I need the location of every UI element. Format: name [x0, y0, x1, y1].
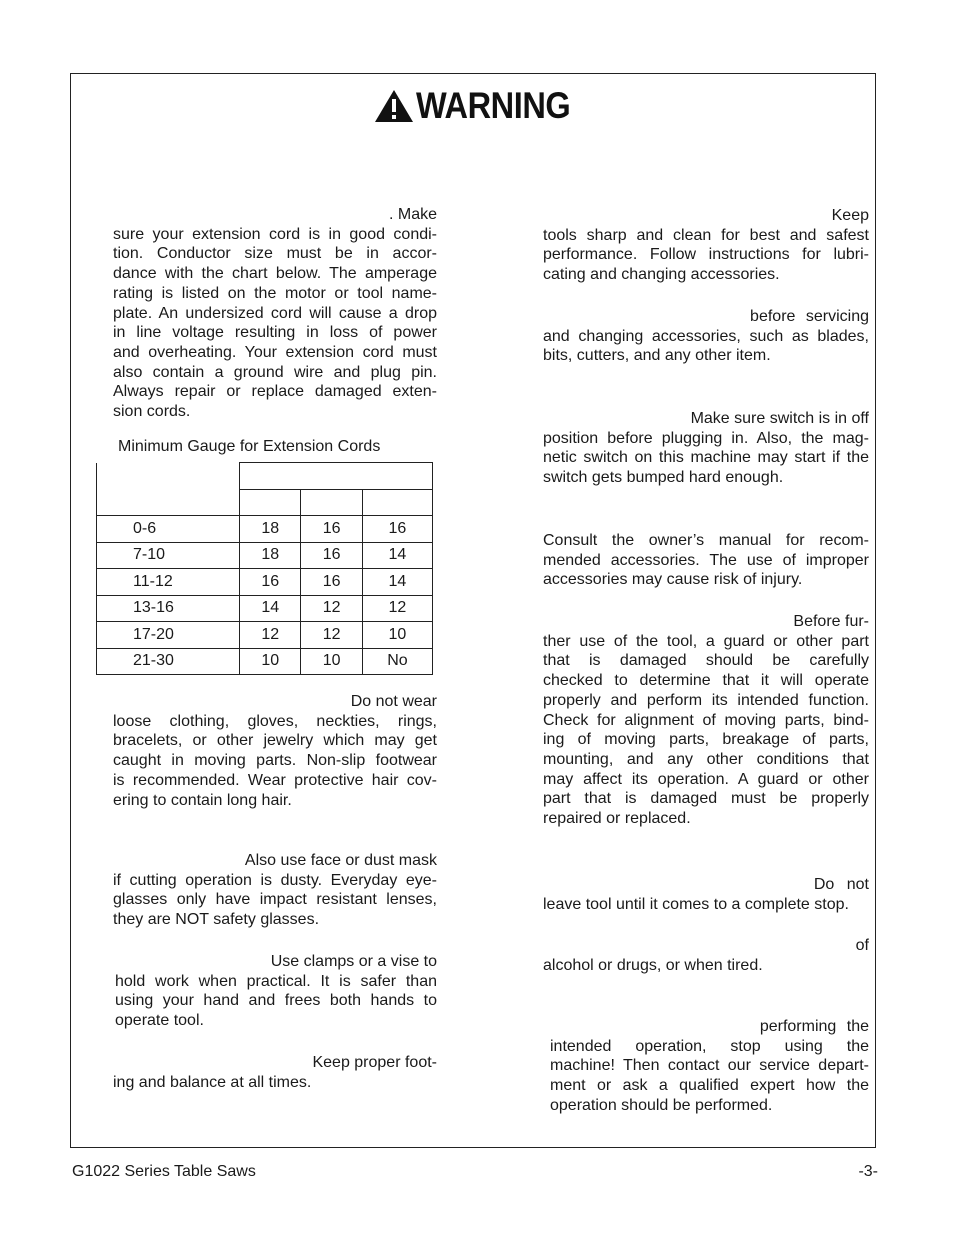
table-cell: 13-16 [97, 595, 240, 622]
text-line: Do not wear [350, 693, 437, 710]
text-line: netic switch on this machine may start if the [543, 449, 869, 467]
table-cell: 14 [362, 569, 432, 596]
text-line: part that is damaged must be properly [543, 790, 869, 808]
table-header-row [97, 489, 433, 516]
page-number: -3- [858, 1163, 878, 1180]
text-line: tion. Conductor size must be in accor- [113, 245, 437, 263]
text-line: intended operation, stop using the [550, 1037, 869, 1055]
text-line: ther use of the tool, a guard or other part [543, 632, 869, 650]
text-line: Also use face or dust mask [244, 852, 437, 869]
text-line: leave tool until it comes to a complete stop. [543, 895, 849, 913]
text-line: tools sharp and clean for best and safest [543, 226, 869, 244]
warning-title: WARNING [416, 85, 571, 126]
footing-paragraph [113, 1053, 437, 1092]
text-line: of [855, 937, 869, 954]
text-line: loose clothing, gloves, neckties, rings, [113, 712, 437, 730]
text-line: operate tool. [115, 1012, 204, 1030]
table-cell: 18 [240, 542, 301, 569]
table-header-cell [362, 489, 432, 516]
warning-triangle-icon [374, 89, 414, 123]
text-line: alcohol or drugs, or when tired. [543, 956, 763, 974]
text-line: Always repair or replace damaged exten- [113, 383, 437, 401]
table-cell: 14 [240, 595, 301, 622]
text-line: Before fur- [793, 613, 869, 630]
text-line: performing the [759, 1018, 869, 1035]
table-cell: 11-12 [97, 569, 240, 596]
text-line: Keep proper foot- [312, 1054, 437, 1071]
text-line: mounting, and any other conditions that [543, 750, 869, 768]
text-line: repaired or replaced. [543, 810, 691, 828]
text-line: that is damaged should be carefully [543, 652, 869, 670]
text-line: and overheating. Your extension cord must [113, 343, 437, 361]
text-line: mended accessories. The use of improper [543, 551, 869, 569]
text-line: accessories may cause risk of injury. [543, 571, 803, 589]
text-line: bracelets, or other jewelry which may get [113, 732, 437, 750]
table-cell: 12 [301, 595, 362, 622]
table-row [97, 622, 433, 649]
table-row [97, 569, 433, 596]
table-cell: 10 [240, 648, 301, 675]
text-line: performance. Follow instructions for lubri- [543, 246, 869, 264]
text-line: in line voltage resulting in loss of power [113, 324, 437, 342]
table-cell: 16 [362, 516, 432, 543]
text-line: also contain a ground wire and plug pin. [113, 363, 437, 381]
table-cell: 16 [301, 516, 362, 543]
text-line: they are NOT safety glasses. [113, 911, 320, 929]
text-line: ment or ask a qualified expert how the [550, 1077, 869, 1095]
table-cell: 10 [301, 648, 362, 675]
text-line: before servicing [750, 308, 869, 325]
table-header-cell [301, 489, 362, 516]
text-line: plate. An undersized cord will cause a drop [113, 304, 437, 322]
text-line: ing of moving parts, breakage of parts, [543, 731, 869, 749]
table-header-cell [240, 489, 301, 516]
text-line: Use clamps or a vise to [270, 953, 437, 970]
table-cell: 14 [362, 542, 432, 569]
table-cell: 16 [301, 542, 362, 569]
footer-title: G1022 Series Table Saws [72, 1163, 256, 1180]
text-line: ing and balance at all times. [113, 1073, 312, 1091]
table-cell: 16 [240, 569, 301, 596]
safety-glasses-paragraph [113, 851, 437, 930]
text-line: sion cords. [113, 403, 191, 421]
table-cell: 12 [301, 622, 362, 649]
table-header-cell [97, 489, 240, 516]
warning-header [374, 86, 591, 126]
table-row [97, 542, 433, 569]
text-line: Keep [831, 207, 869, 224]
text-line: hold work when practical. It is safer than [115, 972, 437, 990]
table-cell: 7-10 [97, 542, 240, 569]
text-line: checked to determine that it will operate [543, 672, 869, 690]
table-cell: 18 [240, 516, 301, 543]
table-cell: 0-6 [97, 516, 240, 543]
table-cell: No [362, 648, 432, 675]
text-line: properly and perform its intended function. [543, 691, 869, 709]
table-cell: 17-20 [97, 622, 240, 649]
table-row [97, 516, 433, 543]
table-header-cell [240, 463, 433, 490]
table-cell: 16 [301, 569, 362, 596]
table-caption: Minimum Gauge for Extension Cords [118, 438, 381, 455]
unattended-paragraph [543, 875, 869, 914]
table-header-cell [97, 463, 240, 490]
text-line: rating is listed on the motor or tool name- [113, 284, 437, 302]
disconnect-tools-paragraph [543, 307, 869, 366]
text-line: caught in moving parts. Non-slip footwear [113, 752, 437, 770]
text-line: is recommended. Wear protective hair cov- [113, 771, 437, 789]
text-line: and changing accessories, such as blades, [543, 327, 869, 345]
text-line: Consult the owner’s manual for recom- [543, 532, 869, 549]
text-line: ering to contain long hair. [113, 791, 292, 809]
table-cell: 10 [362, 622, 432, 649]
text-line: using your hand and frees both hands to [115, 992, 437, 1010]
influence-paragraph [543, 936, 869, 975]
damaged-parts-paragraph [543, 612, 869, 829]
table-cell: 21-30 [97, 648, 240, 675]
text-line: Make sure switch is in off [690, 410, 869, 427]
recommended-accessories-paragraph [543, 531, 869, 590]
table-row [97, 648, 433, 675]
text-line: glasses only have impact resistant lenses, [113, 891, 437, 909]
text-line: cating and changing accessories. [543, 266, 780, 284]
table-header-row [97, 463, 433, 490]
text-line: . Make [388, 206, 437, 223]
table-cell: 12 [362, 595, 432, 622]
text-line: dance with the chart below. The amperage [113, 265, 437, 283]
text-line: position before plugging in. Also, the mag- [543, 429, 869, 447]
text-line: bits, cutters, and any other item. [543, 347, 771, 365]
text-line: Do not [813, 876, 869, 893]
extension-cord-gauge-table [96, 462, 433, 675]
text-line: sure your extension cord is in good condi- [113, 225, 437, 243]
table-row [97, 595, 433, 622]
secure-work-paragraph [115, 952, 437, 1031]
text-line: switch gets bumped hard enough. [543, 469, 784, 487]
text-line: machine! Then contact our service depart- [550, 1057, 869, 1075]
maintain-tools-paragraph [543, 206, 869, 285]
text-line: may affect its operation. A guard or other [543, 770, 869, 788]
switch-off-paragraph [543, 409, 869, 488]
clothing-paragraph [113, 692, 437, 810]
text-line: operation should be performed. [550, 1096, 773, 1114]
unsure-paragraph [550, 1017, 869, 1116]
text-line: Check for alignment of moving parts, bind- [543, 711, 869, 729]
table-cell: 12 [240, 622, 301, 649]
extension-cord-paragraph [113, 205, 437, 422]
text-line: if cutting operation is dusty. Everyday eye- [113, 871, 437, 889]
